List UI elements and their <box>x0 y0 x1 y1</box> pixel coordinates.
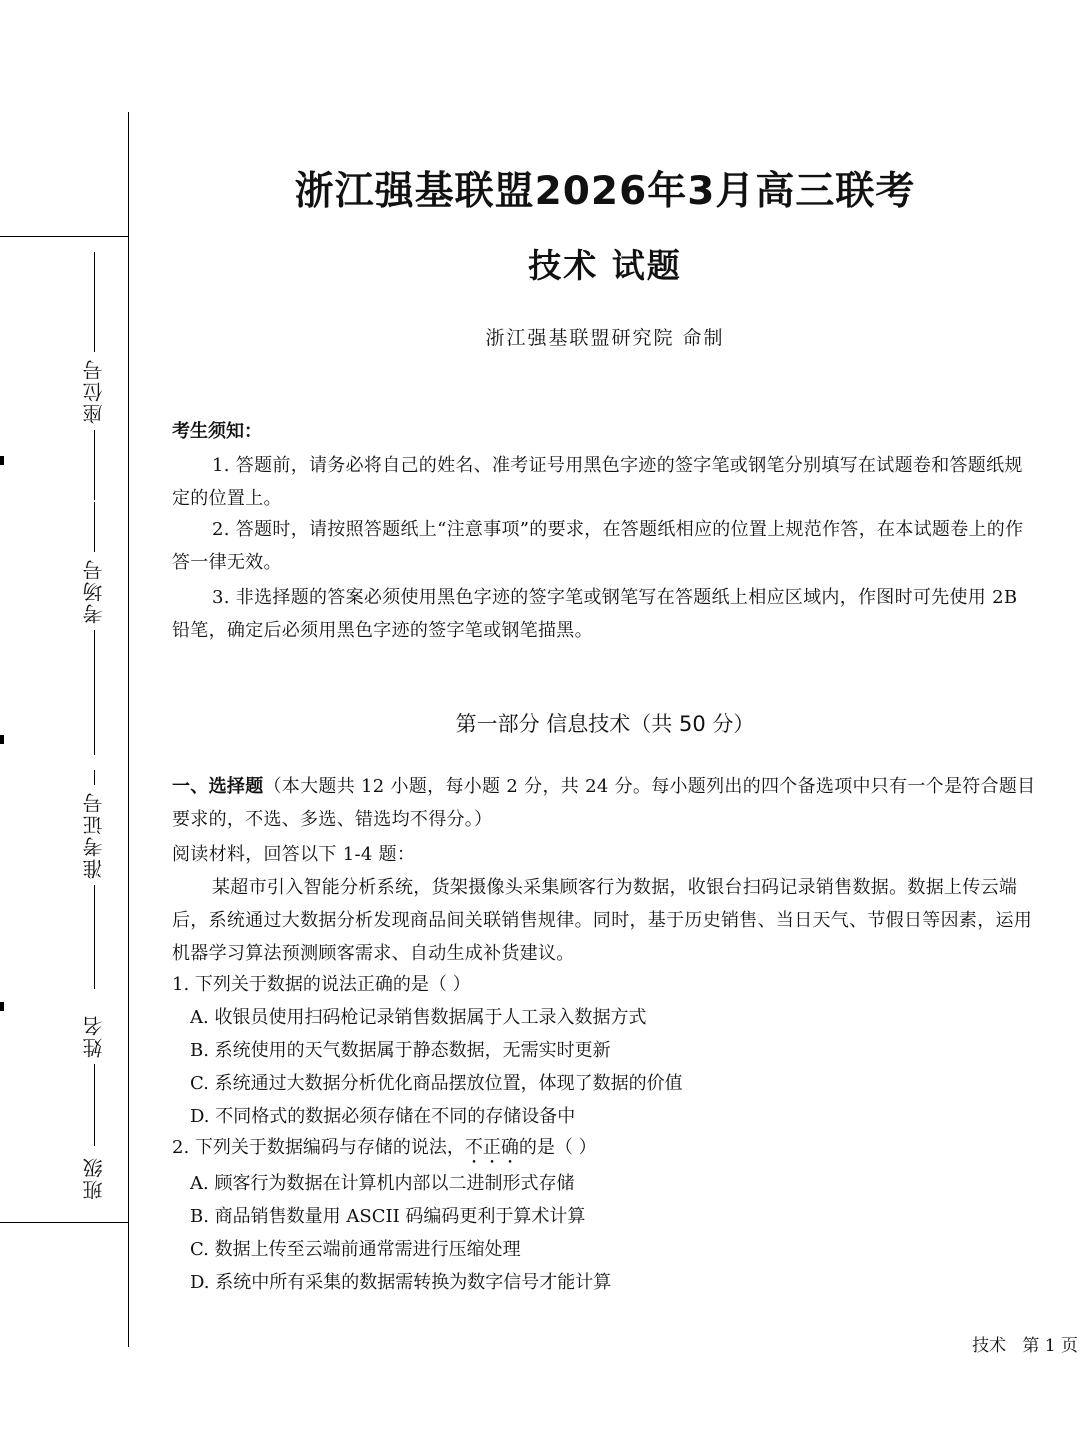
publisher: 浙江强基联盟研究院 命制 <box>485 327 725 349</box>
edge-tick <box>0 735 4 744</box>
name-fill-line <box>94 1064 95 1146</box>
binding-bottom-line <box>0 1222 129 1223</box>
question-2-stem-post: 的是（ ） <box>518 1137 597 1158</box>
question-2-option-b: B. 商品销售数量用 ASCII 码编码更利于算术计算 <box>190 1206 586 1227</box>
part-desc: （本大题共 12 小题，每小题 2 分，共 24 分。每小题列出的四个备选项中只有一个是符合题目要求的，不选、多选、错选均不得分。） <box>172 776 1036 830</box>
room-label: 考场号 <box>82 558 106 624</box>
page-title: 浙江强基联盟2026年3月高三联考 <box>294 169 916 214</box>
reading-intro: 阅读材料，回答以下 1-4 题： <box>172 844 416 865</box>
question-1-option-a: A. 收银员使用扫码枪记录销售数据属于人工录入数据方式 <box>190 1007 647 1028</box>
question-1-stem: 1. 下列关于数据的说法正确的是（ ） <box>172 974 471 995</box>
name-label: 姓名 <box>82 1014 106 1058</box>
seat-label: 座位号 <box>82 358 106 424</box>
part-heading: 一、选择题 <box>172 776 264 797</box>
question-2-stem <box>172 1133 597 1168</box>
room-field <box>78 502 110 755</box>
question-2-stem-pre: 2. 下列关于数据编码与存储的说法， <box>172 1137 465 1158</box>
room-fill-line <box>94 502 95 552</box>
notice-item-1: 1. 答题前，请务必将自己的姓名、准考证号用黑色字迹的签字笔或钢笔分别填写在试题卷和答题纸规定的位置上。 <box>172 455 1023 509</box>
section-title: 第一部分 信息技术（共 50 分） <box>455 712 755 736</box>
edge-tick <box>0 1002 4 1011</box>
part-instructions <box>172 770 1038 836</box>
class-field <box>78 1150 110 1206</box>
name-field <box>78 1008 110 1146</box>
notice-item-2: 2. 答题时，请按照答题纸上“注意事项”的要求，在答题纸相应的位置上规范作答，在本试题卷上的作答一律无效。 <box>172 519 1024 573</box>
room-fill-line <box>94 630 95 755</box>
reading-material: 某超市引入智能分析系统，货架摄像头采集顾客行为数据，收银台扫码记录销售数据。数据上传云端后，系统通过大数据分析发现商品间关联销售规律。同时，基于历史销售、当日天气、节假日等因素，运用机器学习算法预测顾客需求、自动生成补货建议。 <box>172 877 1033 964</box>
question-1-option-c: C. 系统通过大数据分析优化商品摆放位置，体现了数据的价值 <box>190 1073 683 1094</box>
notice-item-3: 3. 非选择题的答案必须使用黑色字迹的签字笔或钢笔写在答题纸上相应区域内，作图时可先使用 2B 铅笔，确定后必须用黑色字迹的签字笔或钢笔描黑。 <box>172 587 1018 641</box>
notice-title: 考生须知： <box>172 421 262 442</box>
seat-fill-line <box>94 252 95 352</box>
seat-field <box>78 252 110 500</box>
edge-tick <box>0 456 4 465</box>
question-1-option-b: B. 系统使用的天气数据属于静态数据，无需实时更新 <box>190 1040 611 1061</box>
question-2-option-a: A. 顾客行为数据在计算机内部以二进制形式存储 <box>190 1173 575 1194</box>
binding-vertical-line <box>128 112 129 1347</box>
exam-id-label: 准考证号 <box>82 791 106 879</box>
seat-fill-line <box>94 430 95 500</box>
question-2-option-c: C. 数据上传至云端前通常需进行压缩处理 <box>190 1239 521 1260</box>
question-2-emphasis: 不正确 <box>464 1137 519 1158</box>
question-2-option-d: D. 系统中所有采集的数据需转换为数字信号才能计算 <box>190 1272 612 1293</box>
exam-id-fill-line <box>94 770 95 785</box>
page-footer: 技术 第 1 页 <box>972 1336 1078 1356</box>
page-subtitle: 技术 试题 <box>528 246 682 285</box>
exam-id-fill-line <box>94 885 95 989</box>
binding-top-line <box>0 236 129 237</box>
exam-id-field <box>78 770 110 989</box>
class-label: 班级 <box>82 1156 106 1200</box>
question-1-option-d: D. 不同格式的数据必须存储在不同的存储设备中 <box>190 1106 576 1127</box>
